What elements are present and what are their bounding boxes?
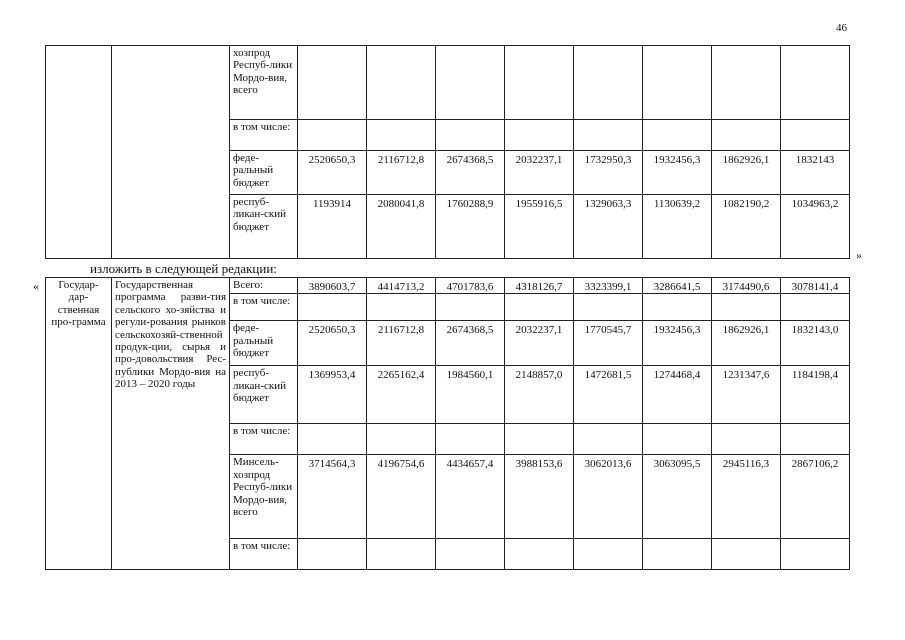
funding-source-label: хозпрод Респуб-лики Мордо-вия, всего [230,46,298,120]
amount-cell [643,424,712,455]
amount-cell: 1984560,1 [436,366,505,424]
status-cell-empty [46,46,112,259]
amount-cell: 1472681,5 [574,366,643,424]
amount-cell [505,46,574,120]
page-number: 46 [836,22,847,34]
amount-cell [712,424,781,455]
amount-cell [505,294,574,321]
amount-cell: 1034963,2 [781,195,850,259]
amount-cell: 4196754,6 [367,455,436,539]
amount-cell: 3286641,5 [643,278,712,294]
amount-cell [505,424,574,455]
amount-cell: 2116712,8 [367,151,436,195]
amount-cell: 2265162,4 [367,366,436,424]
amount-cell: 2520650,3 [298,321,367,366]
amount-cell: 1274468,4 [643,366,712,424]
amount-cell: 4434657,4 [436,455,505,539]
amount-cell: 2945116,3 [712,455,781,539]
amount-cell: 3890603,7 [298,278,367,294]
opening-quote: « [33,279,39,293]
funding-source-label: в том числе: [230,424,298,455]
amount-cell: 2032237,1 [505,321,574,366]
amount-cell [574,294,643,321]
program-status-cell: Государ-дар-ственная про-грамма [46,278,112,570]
amount-cell [298,539,367,570]
amount-cell: 1862926,1 [712,321,781,366]
amount-cell [574,424,643,455]
funding-source-label: феде-ральный бюджет [230,321,298,366]
amount-cell [643,294,712,321]
amount-cell [643,46,712,120]
amount-cell: 2674368,5 [436,321,505,366]
amount-cell: 1862926,1 [712,151,781,195]
funding-source-label: в том числе: [230,294,298,321]
amount-cell [574,46,643,120]
amount-cell: 3714564,3 [298,455,367,539]
amount-cell [367,120,436,151]
amount-cell: 2116712,8 [367,321,436,366]
amount-cell [643,539,712,570]
amount-cell [781,539,850,570]
funding-source-label: Всего: [230,278,298,294]
amount-cell: 1760288,9 [436,195,505,259]
amount-cell [367,424,436,455]
amount-cell: 1130639,2 [643,195,712,259]
amount-cell [574,539,643,570]
amount-cell: 4701783,6 [436,278,505,294]
amount-cell: 1955916,5 [505,195,574,259]
amount-cell [712,120,781,151]
amount-cell [298,120,367,151]
revision-caption: изложить в следующей редакции: [90,261,277,276]
amount-cell: 2148857,0 [505,366,574,424]
amount-cell: 2520650,3 [298,151,367,195]
amount-cell [781,294,850,321]
amount-cell: 3323399,1 [574,278,643,294]
amount-cell [298,46,367,120]
revised-budget-table [45,277,850,570]
closing-quote: » [856,248,862,262]
amount-cell [781,424,850,455]
amount-cell: 1329063,3 [574,195,643,259]
amount-cell: 4414713,2 [367,278,436,294]
amount-cell [298,424,367,455]
amount-cell: 2032237,1 [505,151,574,195]
amount-cell: 3174490,6 [712,278,781,294]
amount-cell [781,120,850,151]
table-row [46,278,850,294]
continued-budget-table [45,45,850,259]
amount-cell: 1231347,6 [712,366,781,424]
amount-cell [643,120,712,151]
amount-cell: 1932456,3 [643,151,712,195]
amount-cell: 2674368,5 [436,151,505,195]
amount-cell [436,424,505,455]
amount-cell [505,120,574,151]
funding-source-label: респуб-ликан-ский бюджет [230,195,298,259]
amount-cell: 3063095,5 [643,455,712,539]
amount-cell: 2867106,2 [781,455,850,539]
amount-cell [712,539,781,570]
amount-cell [781,46,850,120]
program-cell-empty [112,46,230,259]
funding-source-label: феде-ральный бюджет [230,151,298,195]
funding-source-label: респуб-ликан-ский бюджет [230,366,298,424]
amount-cell: 1193914 [298,195,367,259]
funding-source-label: в том числе: [230,120,298,151]
amount-cell [436,46,505,120]
amount-cell [712,294,781,321]
amount-cell: 1932456,3 [643,321,712,366]
amount-cell: 1770545,7 [574,321,643,366]
funding-source-label: в том числе: [230,539,298,570]
amount-cell: 3988153,6 [505,455,574,539]
amount-cell [367,539,436,570]
amount-cell [298,294,367,321]
amount-cell [505,539,574,570]
amount-cell: 1369953,4 [298,366,367,424]
amount-cell: 1082190,2 [712,195,781,259]
amount-cell: 1732950,3 [574,151,643,195]
amount-cell [367,46,436,120]
amount-cell: 1184198,4 [781,366,850,424]
amount-cell: 3078141,4 [781,278,850,294]
amount-cell: 1832143,0 [781,321,850,366]
amount-cell [367,294,436,321]
amount-cell [712,46,781,120]
program-name-cell: Государственная программа разви-тия сельского хо-зяйства и регули-рования рынков сельскохозяй-ственной продук-ции, сырья и про-довольствия Рес-публики Мордо-вия на 2013 – 2020 годы [112,278,230,570]
amount-cell: 3062013,6 [574,455,643,539]
funding-source-label: Минсель-хозпрод Респуб-лики Мордо-вия, всего [230,455,298,539]
amount-cell: 4318126,7 [505,278,574,294]
amount-cell [436,294,505,321]
amount-cell: 1832143 [781,151,850,195]
amount-cell [436,120,505,151]
table-row [46,46,850,120]
amount-cell: 2080041,8 [367,195,436,259]
amount-cell [436,539,505,570]
amount-cell [574,120,643,151]
